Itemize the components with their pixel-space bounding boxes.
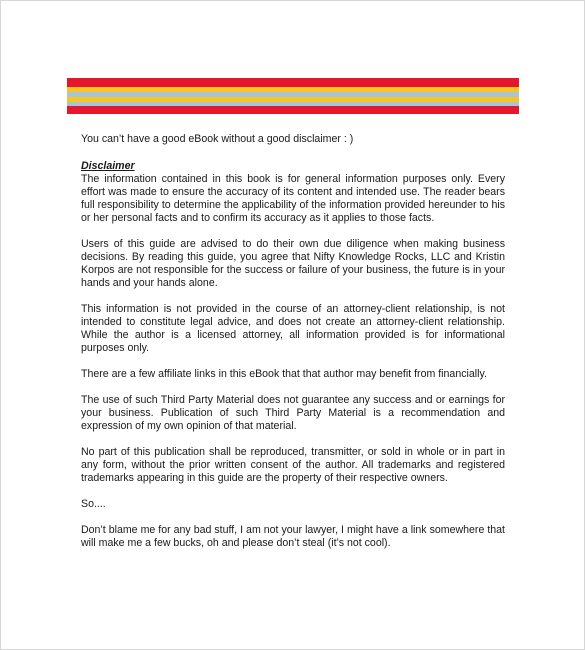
paragraph: So.... <box>81 498 106 510</box>
paragraph: The use of such Third Party Material does not guarantee any success and or earnings for your business. Publication of such Third Party Material is a recommendation and expression of my own opinion of that material. <box>81 394 505 432</box>
paragraph: No part of this publication shall be reproduced, transmitter, or sold in whole or in part in any form, without the prior written consent of the author. All trademarks and registered trademarks appearing in this guide are the property of their respective owners. <box>81 446 505 484</box>
paragraph: This information is not provided in the course of an attorney-client relationship, is not intended to constitute legal advice, and does not create an attorney-client relationship. While the author is a licensed attorney, all information provided is for informational purposes only. <box>81 303 505 354</box>
stripe-red <box>67 106 519 114</box>
document-body <box>81 133 505 563</box>
intro-line: You can’t have a good eBook without a good disclaimer : ) <box>81 133 354 145</box>
decorative-header-stripes <box>67 78 519 114</box>
disclaimer-heading: Disclaimer <box>81 160 135 172</box>
stripe-red <box>67 78 519 87</box>
paragraph: There are a few affiliate links in this eBook that that author may benefit from financially. <box>81 368 487 380</box>
paragraph: The information contained in this book is for general information purposes only. Every effort was made to ensure the accuracy of its content and intended use. The reader bears full responsibility to determine the applicability of the information provided hereunder to his or her personal facts and to confirm its accuracy as it applies to those facts. <box>81 173 505 224</box>
paragraph: Users of this guide are advised to do their own due diligence when making business decisions. By reading this guide, you agree that Nifty Knowledge Rocks, LLC and Kristin Korpos are not responsible for the success or failure of your business, the future is in your hands and your hands alone. <box>81 238 505 289</box>
paragraph: Don’t blame me for any bad stuff, I am not your lawyer, I might have a link somewhere that will make me a few bucks, oh and please don’t steal (it’s not cool). <box>81 524 505 549</box>
